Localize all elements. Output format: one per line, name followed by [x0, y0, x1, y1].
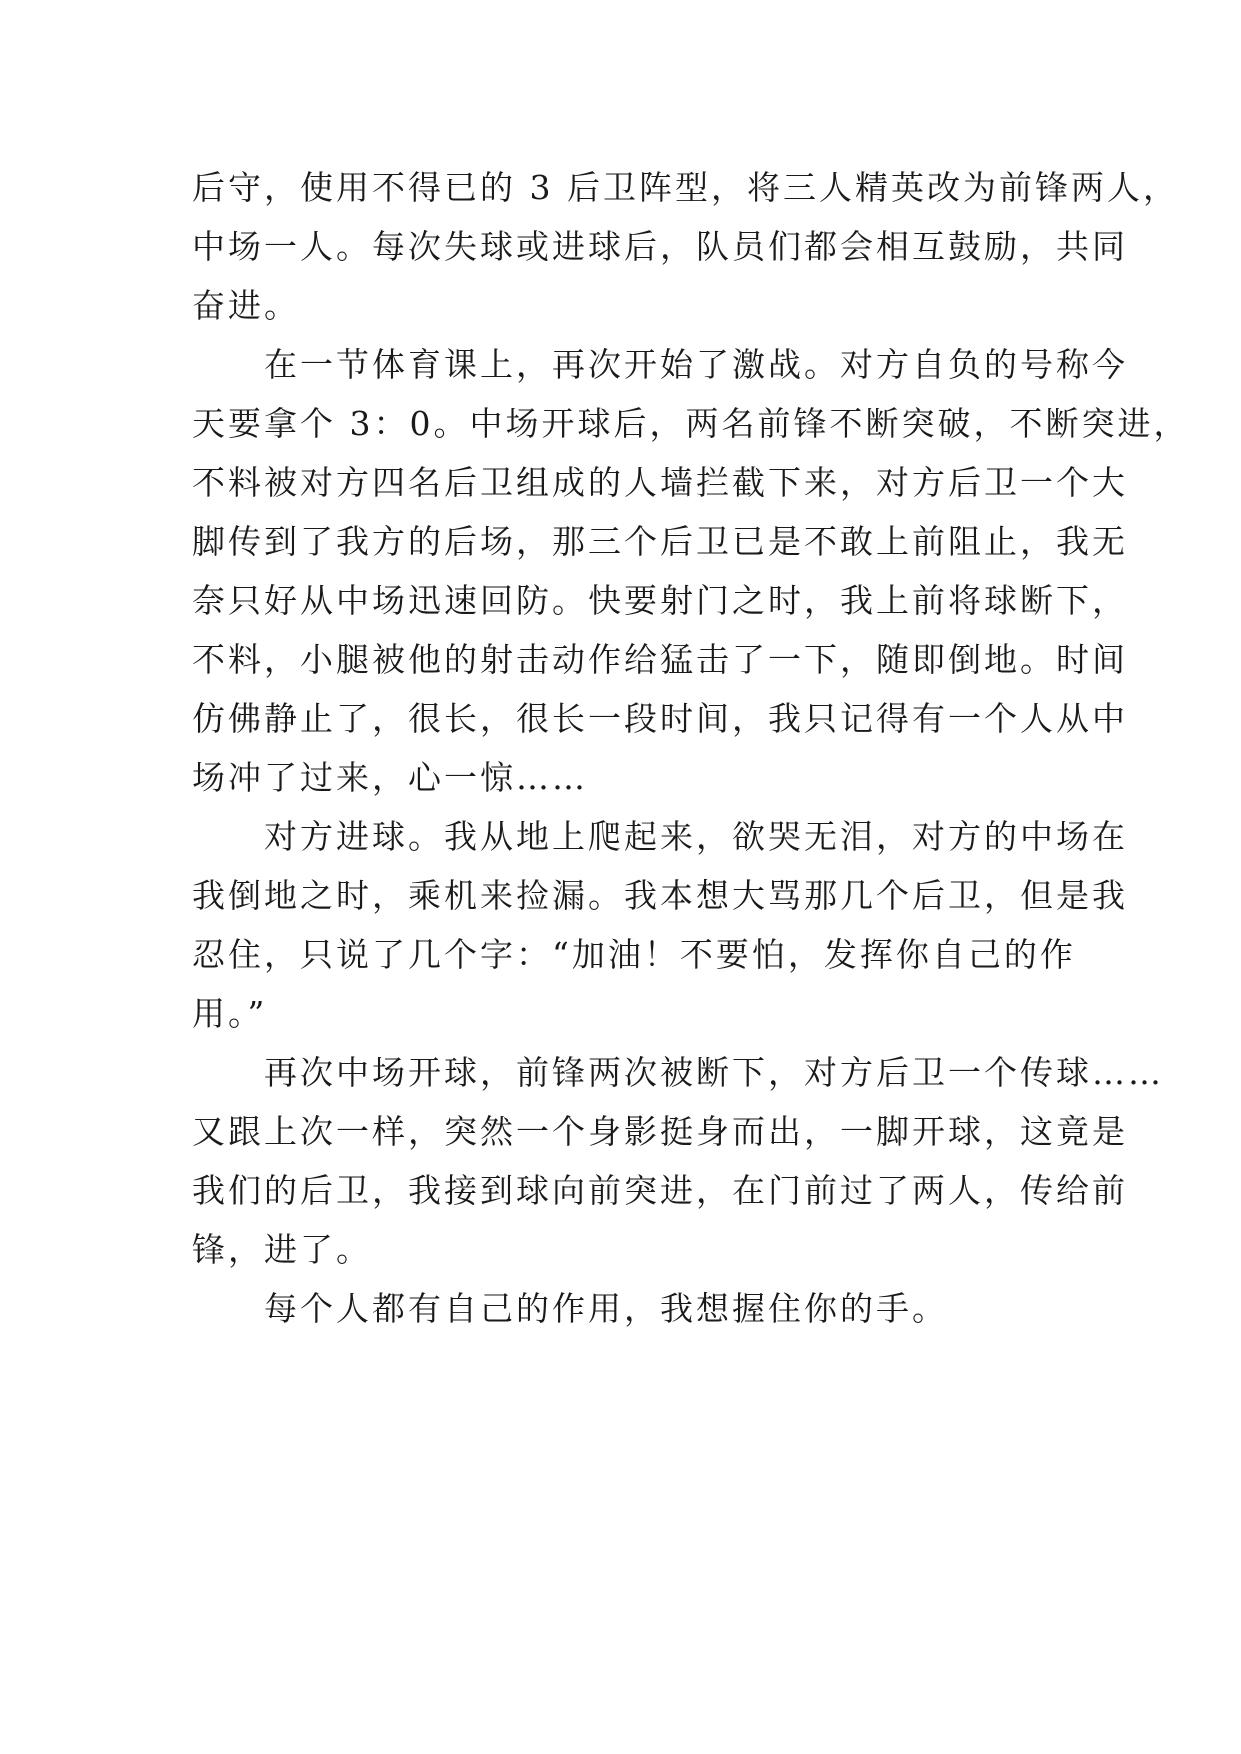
- text-line: 中场一人。每次失球或进球后，队员们都会相互鼓励，共同: [192, 227, 1128, 266]
- text-line: 在一节体育课上，再次开始了激战。对方自负的号称今: [192, 345, 1128, 384]
- text-line: 天要拿个 3：0。中场开球后，两名前锋不断突破，不断突进，: [192, 404, 1190, 443]
- text-line: 奈只好从中场迅速回防。快要射门之时，我上前将球断下，: [192, 581, 1128, 620]
- text-line: 忍住，只说了几个字：“加油！不要怕，发挥你自己的作: [192, 935, 1076, 974]
- text-line: 后守，使用不得已的 3 后卫阵型，将三人精英改为前锋两人，: [192, 168, 1179, 207]
- document-body: [192, 158, 1190, 1338]
- text-line: 锋，进了。: [192, 1230, 372, 1269]
- text-line: 再次中场开球，前锋两次被断下，对方后卫一个传球……: [192, 1053, 1164, 1092]
- text-line: 又跟上次一样，突然一个身影挺身而出，一脚开球，这竟是: [192, 1112, 1128, 1151]
- text-line: 用。”: [192, 994, 268, 1033]
- text-line: 对方进球。我从地上爬起来，欲哭无泪，对方的中场在: [192, 817, 1128, 856]
- text-line: 不料被对方四名后卫组成的人墙拦截下来，对方后卫一个大: [192, 463, 1128, 502]
- text-line: 每个人都有自己的作用，我想握住你的手。: [192, 1289, 948, 1328]
- text-line: 我们的后卫，我接到球向前突进，在门前过了两人，传给前: [192, 1171, 1128, 1210]
- text-line: 我倒地之时，乘机来捡漏。我本想大骂那几个后卫，但是我: [192, 876, 1128, 915]
- text-line: 场冲了过来，心一惊……: [192, 758, 588, 797]
- text-line: 脚传到了我方的后场，那三个后卫已是不敢上前阻止，我无: [192, 522, 1128, 561]
- text-line: 仿佛静止了，很长，很长一段时间，我只记得有一个人从中: [192, 699, 1128, 738]
- text-line: 不料，小腿被他的射击动作给猛击了一下，随即倒地。时间: [192, 640, 1128, 679]
- text-line: 奋进。: [192, 286, 300, 325]
